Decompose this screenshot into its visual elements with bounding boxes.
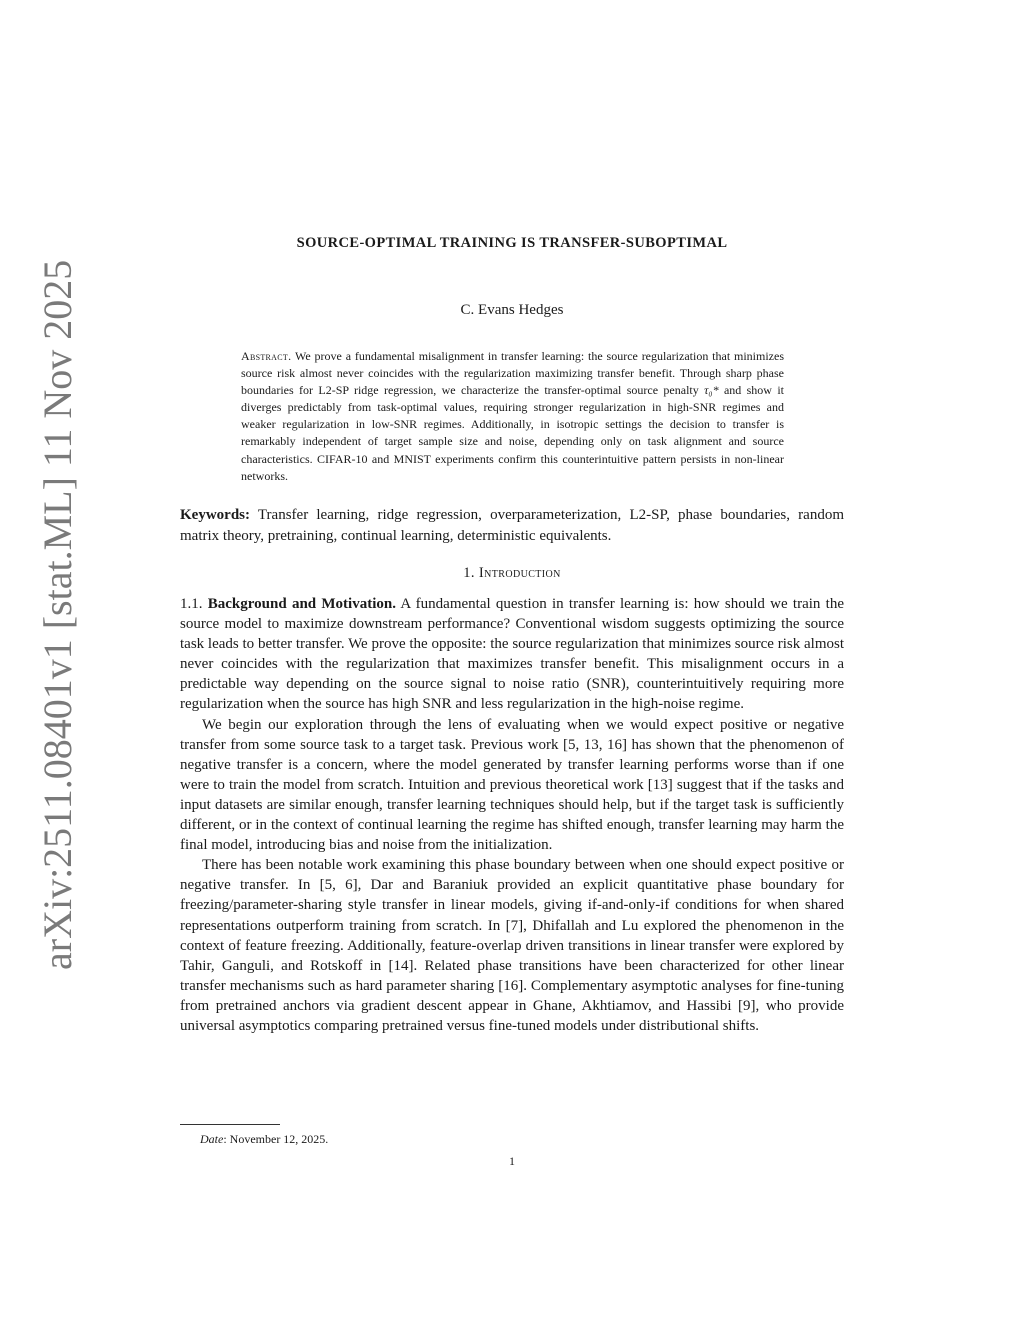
arxiv-identifier-stamp: arXiv:2511.08401v1 [stat.ML] 11 Nov 2025 xyxy=(35,259,80,970)
paragraph-1 xyxy=(180,594,844,715)
subsection-number: 1.1. xyxy=(180,596,203,612)
keywords xyxy=(180,505,844,546)
abstract-label: Abstract. xyxy=(241,349,292,363)
date-footnote xyxy=(200,1132,700,1147)
keywords-text: Transfer learning, ridge regression, overparameterization, L2-SP, phase boundaries, random matrix theory, pretraining, continual learning, deterministic equivalents. xyxy=(180,507,844,544)
transfer-optimal-penalty-symbol: τ₀* xyxy=(704,383,719,398)
author-name: C. Evans Hedges xyxy=(460,302,564,318)
footnote-label: Date xyxy=(200,1132,224,1146)
subsection-title: Background and Motivation. xyxy=(207,596,396,612)
footnote-divider xyxy=(180,1124,280,1125)
section-heading-introduction: 1. Introduction xyxy=(463,565,561,581)
paragraph-2: We begin our exploration through the lens of evaluating when we would expect positive or negative transfer from some source task to a target task. Previous work [5, 13, 16] has shown that the phenomenon of negative transfer is a concern, where the model generated by transfer learning performs worse than if one were to train the model from scratch. Intuition and previous theoretical work [13] suggest that if the tasks and input datasets are similar enough, transfer learning techniques should help, but if the target task is sufficiently different, or in the context of continual learning the regime has shifted enough, transfer learning may harm the final model, introducing bias and noise from the initialization. xyxy=(180,716,844,854)
introduction-body xyxy=(180,594,844,1036)
abstract xyxy=(241,348,784,485)
footnote-text: : November 12, 2025. xyxy=(223,1132,329,1146)
paper-title: SOURCE-OPTIMAL TRAINING IS TRANSFER-SUBOPTIMAL xyxy=(296,235,728,251)
abstract-text-part-2: and show it diverges predictably from task-optimal values, requiring stronger regularization in high-SNR regimes and weaker regularization in low-SNR regimes. Additionally, in isotropic settings the decision to transfer is remarkably independent of target sample size and noise, depending only on task alignment and source characteristics. CIFAR-10 and MNIST experiments confirm this counterintuitive pattern persists in non-linear networks. xyxy=(241,383,784,483)
paragraph-3: There has been notable work examining this phase boundary between when one should expect positive or negative transfer. In [5, 6], Dar and Baraniuk provided an explicit quantitative phase boundary for freezing/parameter-sharing style transfer in linear models, giving if-and-only-if conditions for when shared representations outperform training from scratch. In [7], Dhifallah and Lu explored the phenomenon in the context of feature freezing. Additionally, feature-overlap driven transitions in linear transfer were explored by Tahir, Ganguli, and Rotskoff in [14]. Related phase transitions have been characterized for other linear transfer mechanisms such as hard parameter sharing [16]. Complementary asymptotic analyses for fine-tuning from pretrained anchors via gradient descent appear in Ghane, Akhtiamov, and Hassibi [9], who provide universal asymptotics comparing pretrained versus fine-tuned models under distributional shifts. xyxy=(180,857,844,1034)
paragraph-1-text: A fundamental question in transfer learning is: how should we train the source model to maximize downstream performance? Conventional wisdom suggests optimizing the source task leads to better transfer. We prove the opposite: the source regularization that minimizes source risk almost never coincides with the regularization that maximizes transfer benefit. This misalignment occurs in a predictable way depending on the source signal to noise ratio (SNR), counterintuitively requiring more regularization when the source has high SNR and less regularization in the high-noise regime. xyxy=(180,596,844,713)
abstract-text-part-1: We prove a fundamental misalignment in transfer learning: the source regularization that minimizes source risk almost never coincides with the regularization maximizing transfer benefit. Through sharp phase boundaries for L2-SP ridge regression, we characterize the transfer-optimal source penalty xyxy=(241,349,784,398)
page-number: 1 xyxy=(509,1154,515,1168)
keywords-label: Keywords: xyxy=(180,507,250,523)
